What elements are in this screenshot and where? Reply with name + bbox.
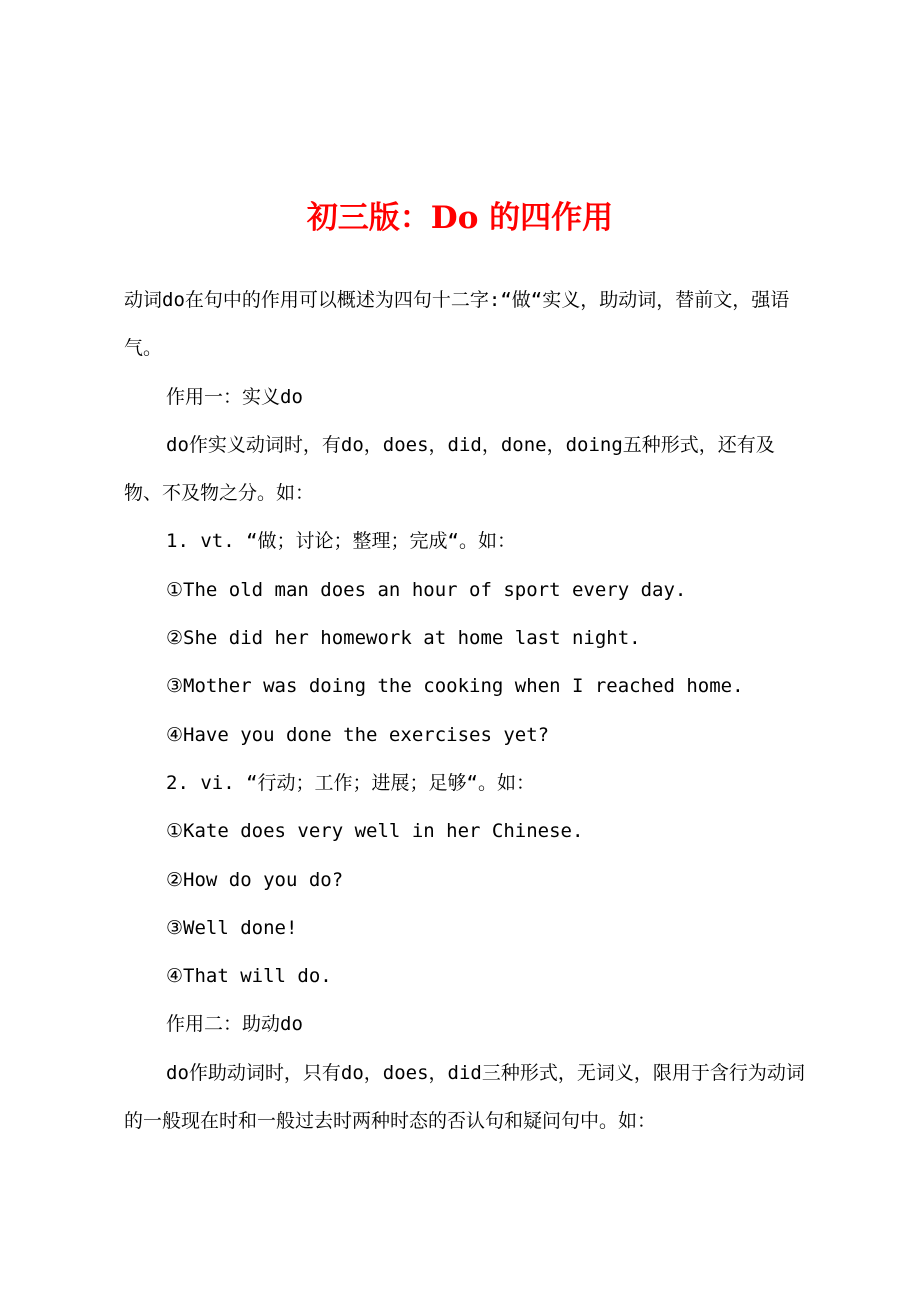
- example-sentence: ④That will do.: [166, 965, 332, 988]
- example-sentence: ②She did her homework at home last night.: [166, 627, 641, 650]
- section-heading: 作用二：助动do: [166, 1013, 303, 1036]
- example-sentence: ③Mother was doing the cooking when I reached home.: [166, 675, 744, 698]
- paragraph: 动词do在句中的作用可以概述为四句十二字:“做“实义，助动词，替前文，强语气。: [124, 289, 790, 360]
- example-sentence: ①Kate does very well in her Chinese.: [166, 820, 584, 843]
- example-sentence: ③Well done!: [166, 916, 298, 939]
- example-sentence: ②How do you do?: [166, 868, 344, 891]
- document-body: [124, 276, 812, 1145]
- section-heading: 作用一：实义do: [166, 385, 303, 408]
- list-item: 1. vt. “做；讨论；整理；完成“。如：: [166, 530, 516, 553]
- example-sentence: ④Have you done the exercises yet?: [166, 723, 550, 746]
- example-sentence: ①The old man does an hour of sport every day.: [166, 578, 687, 601]
- list-item: 2. vi. “行动；工作；进展；足够“。如：: [166, 771, 535, 794]
- paragraph: do作助动词时，只有do，does，did三种形式，无词义，限用于含行为动词的一般现在时和一般过去时两种时态的否认句和疑问句中。如：: [124, 1061, 805, 1133]
- document-title: 初三版：Do 的四作用: [306, 200, 614, 236]
- paragraph: do作实义动词时，有do，does，did，done，doing五种形式，还有及物、不及物之分。如：: [124, 433, 775, 505]
